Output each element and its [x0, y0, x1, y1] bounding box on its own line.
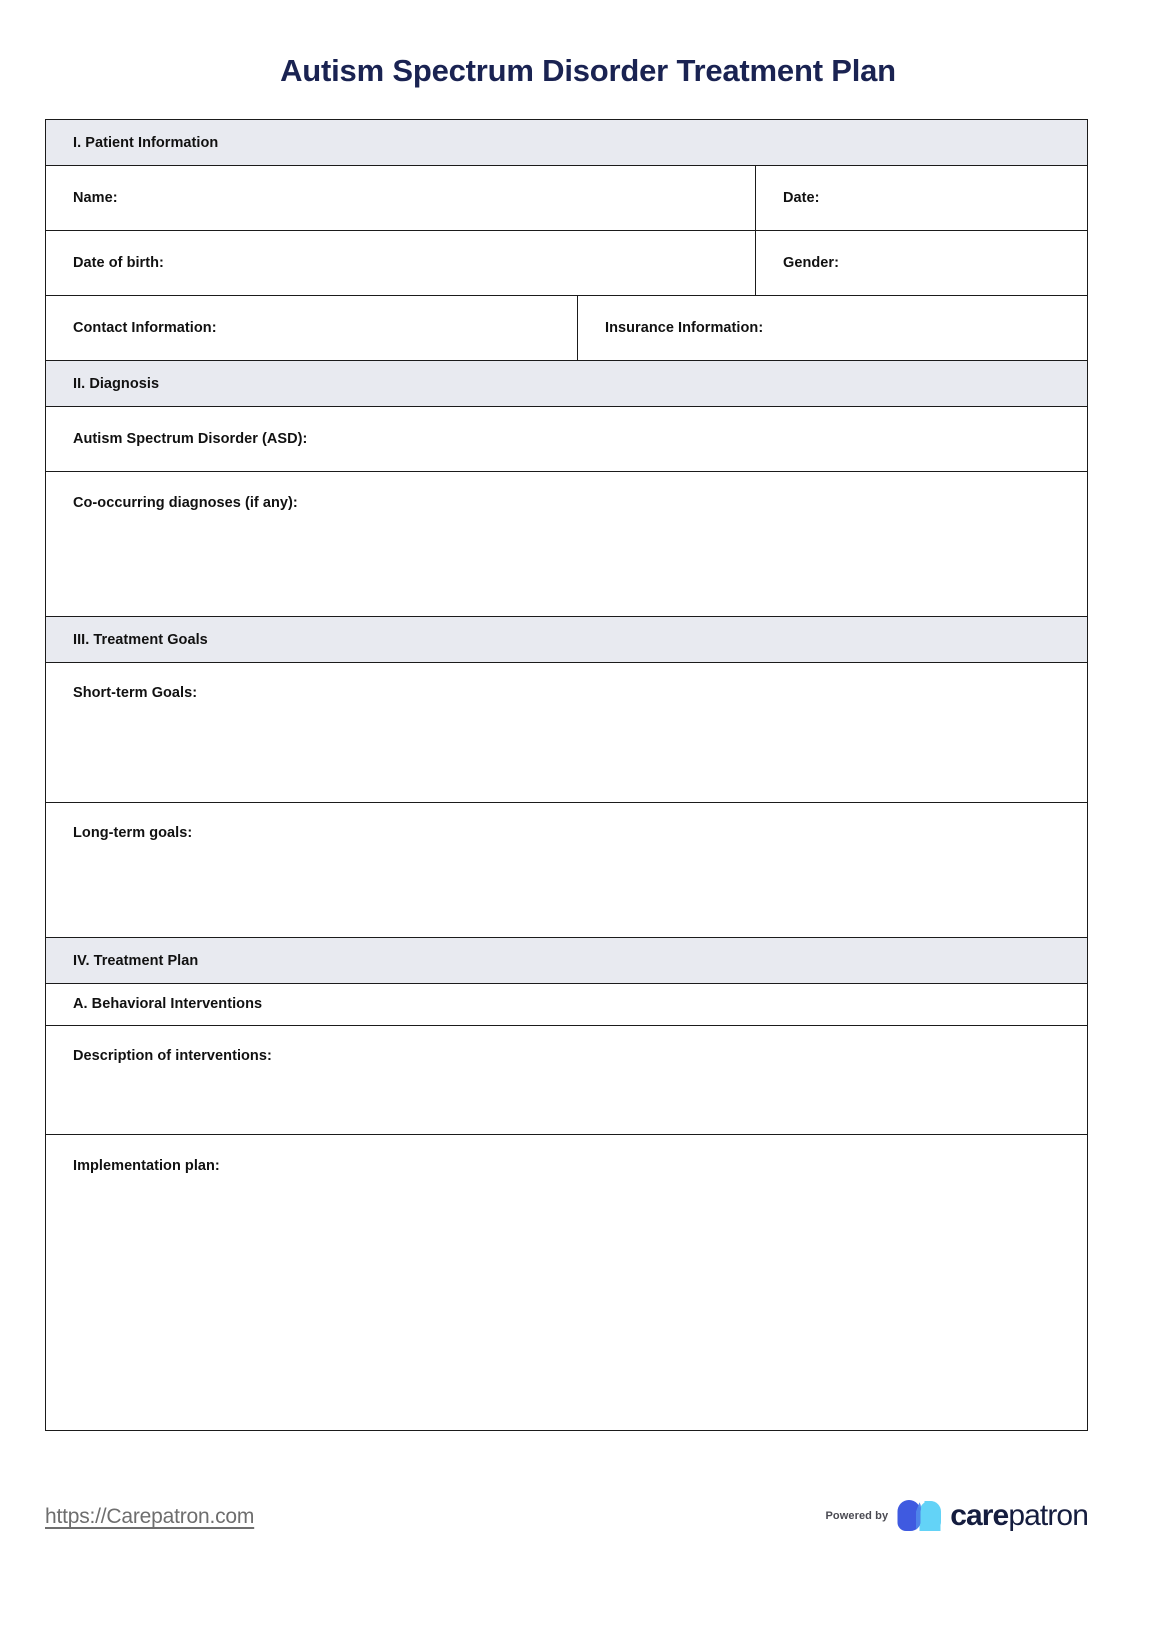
- field-cell-contact-information[interactable]: [46, 296, 578, 361]
- subsection-behavioral-interventions: [46, 984, 1088, 1026]
- field-cell-co-occurring-diagnoses[interactable]: [46, 472, 1088, 617]
- field-label-implementation-plan: Implementation plan:: [73, 1158, 220, 1174]
- table-row: [46, 1026, 1088, 1135]
- table-row: [46, 803, 1088, 938]
- brand-word-patron: patron: [1008, 1499, 1088, 1532]
- field-cell-asd[interactable]: [46, 407, 1088, 472]
- field-label-name: Name:: [73, 190, 118, 206]
- field-label-co-occurring-diagnoses: Co-occurring diagnoses (if any):: [73, 495, 298, 511]
- field-label-description-of-interventions: Description of interventions:: [73, 1048, 272, 1064]
- field-cell-implementation-plan[interactable]: [46, 1135, 1088, 1431]
- carepatron-wordmark: [950, 1501, 1088, 1531]
- section-heading-label: IV. Treatment Plan: [73, 953, 199, 969]
- table-row: [46, 231, 1088, 296]
- field-cell-long-term-goals[interactable]: [46, 803, 1088, 938]
- field-cell-name[interactable]: [46, 166, 756, 231]
- table-row: [46, 472, 1088, 617]
- carepatron-branding: [825, 1499, 1088, 1533]
- field-label-date: Date:: [783, 190, 820, 206]
- section-heading-label: III. Treatment Goals: [73, 632, 208, 648]
- field-label-gender: Gender:: [783, 255, 839, 271]
- section-heading-label: II. Diagnosis: [73, 376, 160, 392]
- table-row: [46, 663, 1088, 803]
- table-row: [46, 296, 1088, 361]
- section-header-diagnosis: [46, 361, 1088, 407]
- field-cell-gender[interactable]: [756, 231, 1088, 296]
- table-row: [46, 1135, 1088, 1431]
- table-row: [46, 407, 1088, 472]
- section-header-patient-information: [46, 120, 1088, 166]
- field-label-long-term-goals: Long-term goals:: [73, 825, 193, 841]
- field-label-insurance-information: Insurance Information:: [605, 320, 764, 336]
- page-footer: [0, 1495, 1176, 1555]
- field-cell-date-of-birth[interactable]: [46, 231, 756, 296]
- subsection-heading-label: A. Behavioral Interventions: [73, 996, 263, 1012]
- field-label-short-term-goals: Short-term Goals:: [73, 685, 198, 701]
- section-header-treatment-plan: [46, 938, 1088, 984]
- carepatron-logo-icon: [896, 1499, 942, 1533]
- field-cell-short-term-goals[interactable]: [46, 663, 1088, 803]
- field-cell-date[interactable]: [756, 166, 1088, 231]
- section-heading-label: I. Patient Information: [73, 135, 219, 151]
- footer-website-link[interactable]: https://Carepatron.com: [45, 1505, 255, 1528]
- page-title: Autism Spectrum Disorder Treatment Plan: [280, 53, 896, 88]
- section-header-treatment-goals: [46, 617, 1088, 663]
- field-cell-insurance-information[interactable]: [578, 296, 1088, 361]
- brand-word-care: care: [950, 1499, 1009, 1532]
- powered-by-label: Powered by: [825, 1510, 889, 1522]
- table-row: [46, 166, 1088, 231]
- field-cell-description-of-interventions[interactable]: [46, 1026, 1088, 1135]
- field-label-asd: Autism Spectrum Disorder (ASD):: [73, 431, 308, 447]
- table-row: [46, 984, 1088, 1026]
- field-label-date-of-birth: Date of birth:: [73, 255, 164, 271]
- treatment-plan-form-table: [45, 119, 1088, 1431]
- field-label-contact-information: Contact Information:: [73, 320, 217, 336]
